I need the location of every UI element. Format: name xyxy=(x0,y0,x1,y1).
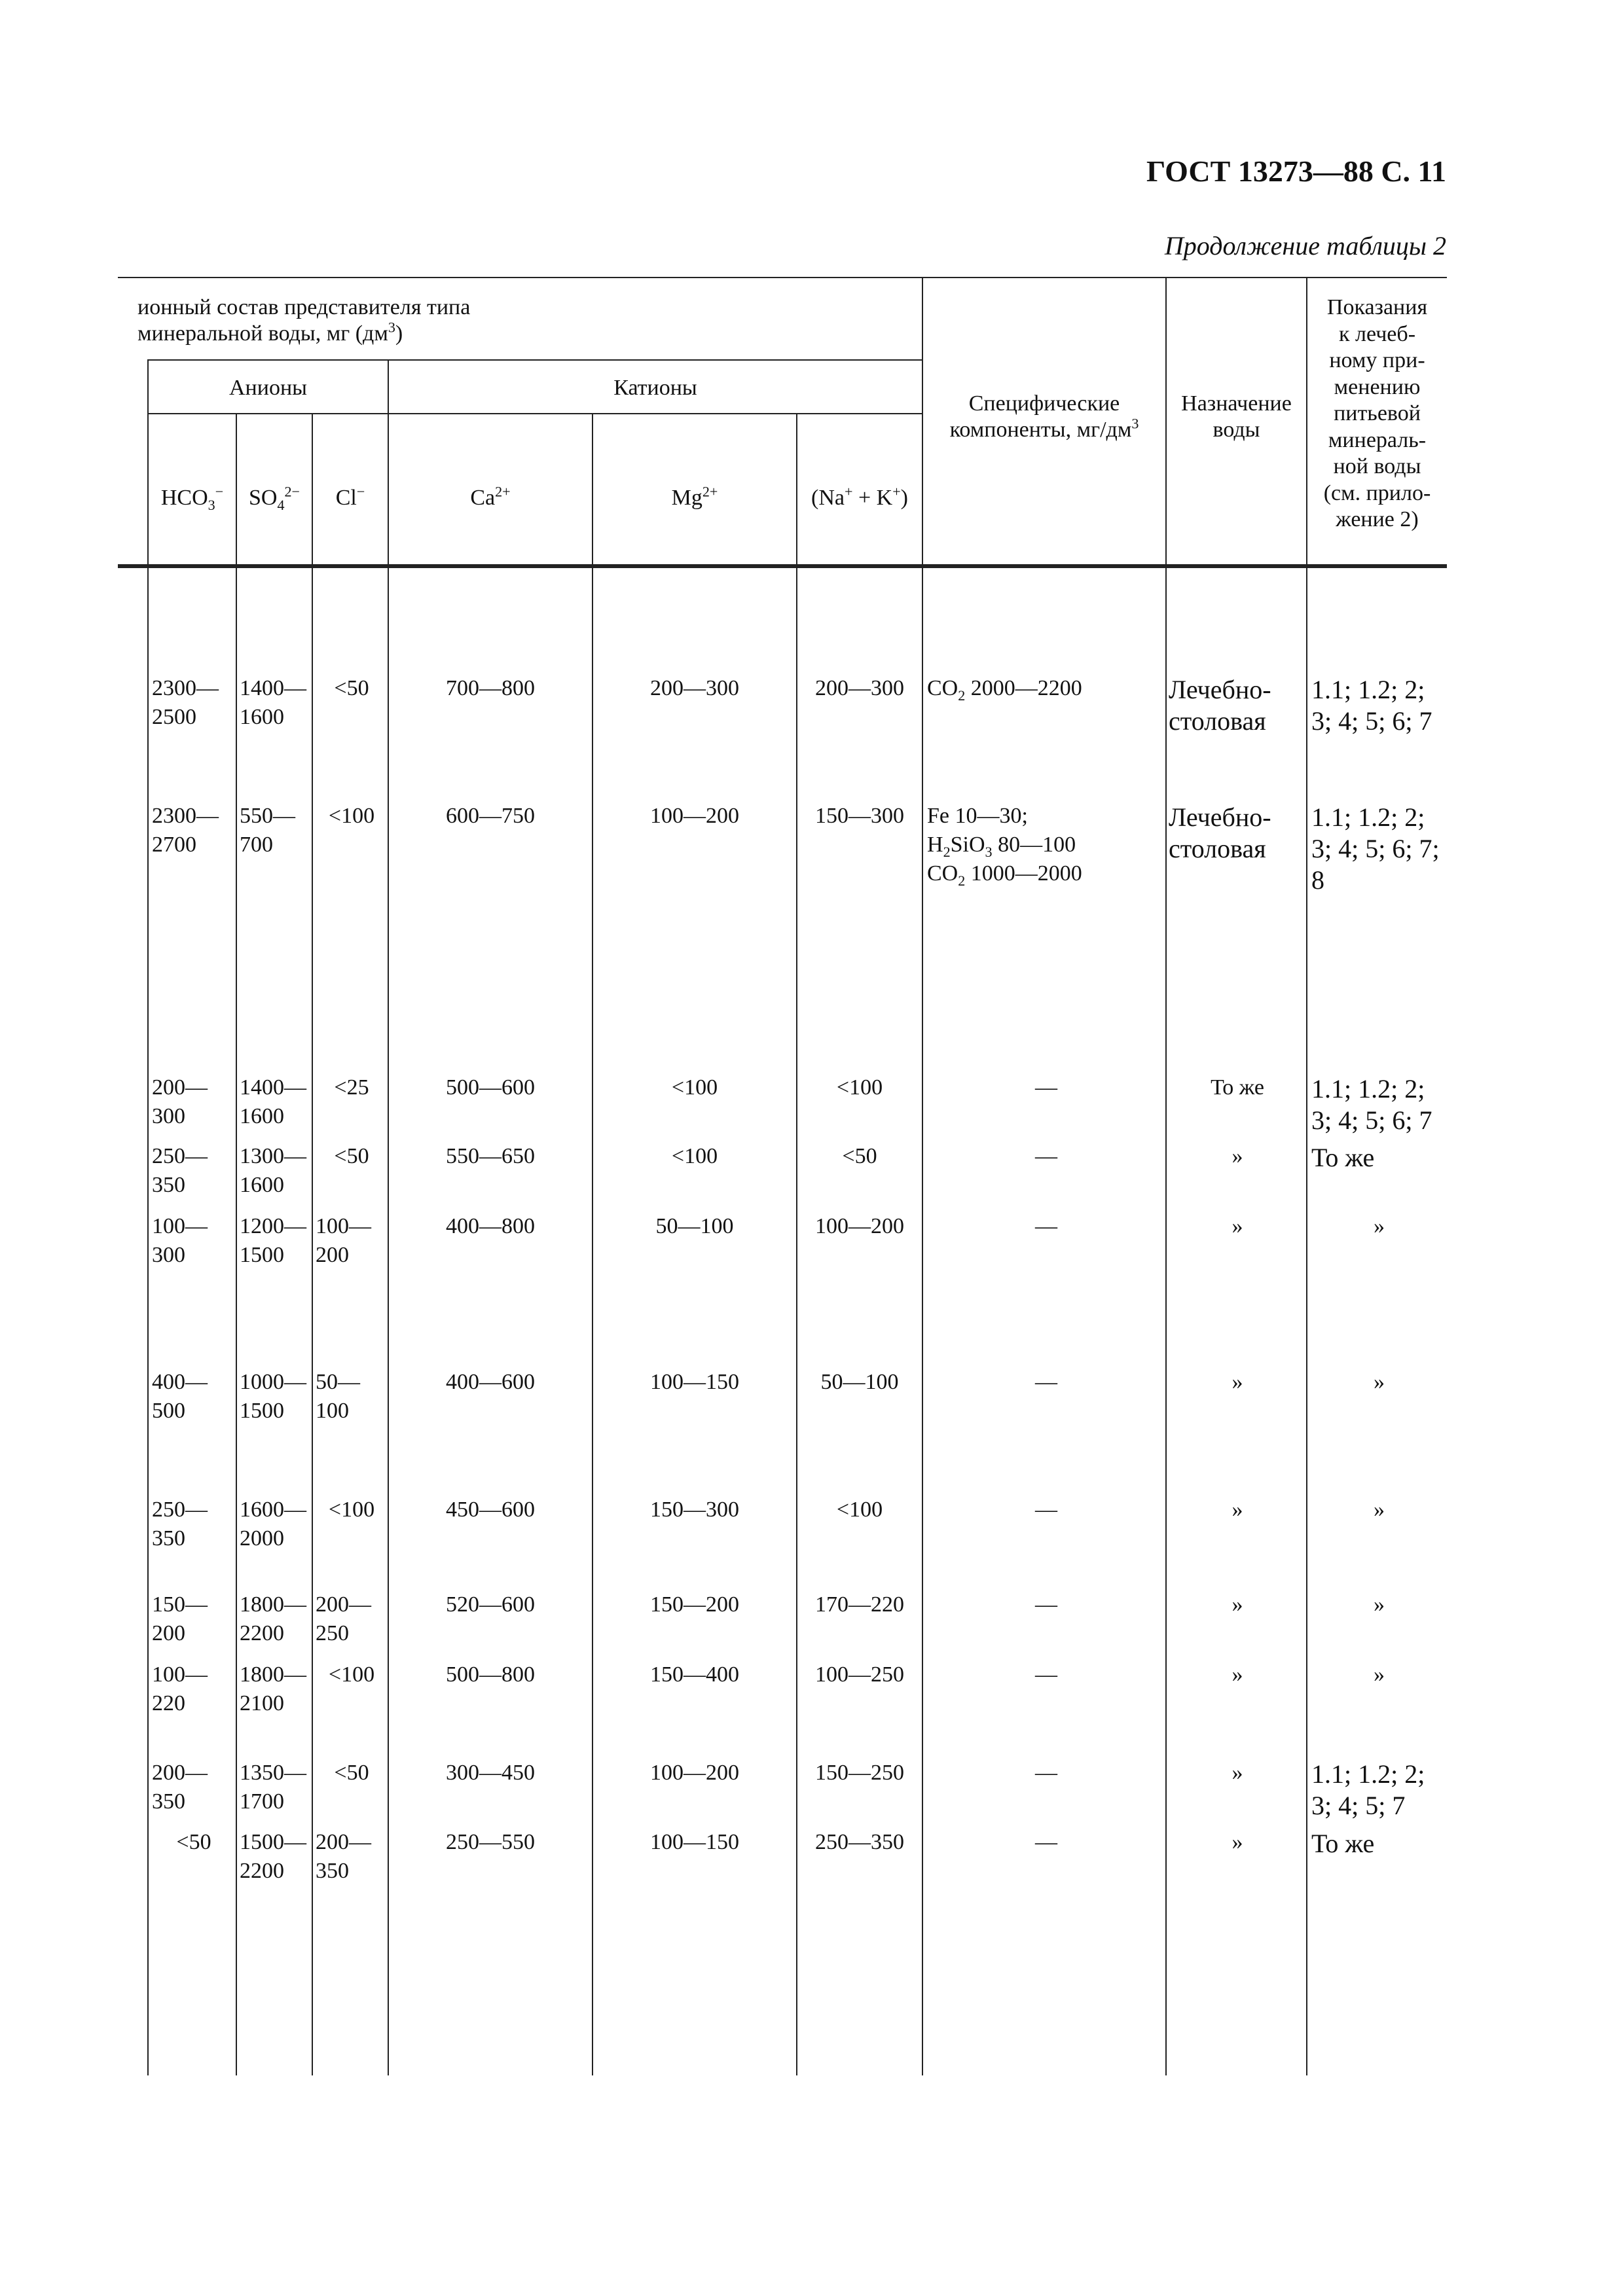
cell-line: 3; 4; 5; 7 xyxy=(1311,1791,1406,1820)
cell-line: 1200— xyxy=(240,1214,306,1238)
indications-header-line: к лечеб- xyxy=(1338,321,1416,346)
purpose-cell xyxy=(1169,674,1306,737)
nak-cell: <100 xyxy=(836,1075,883,1100)
nak-cell: 100—250 xyxy=(815,1662,904,1687)
mg-cell: 100—200 xyxy=(650,1761,739,1785)
indications-header-line: (см. прило- xyxy=(1323,480,1431,505)
specific-component-line: — xyxy=(1035,1144,1057,1168)
cell-line: 250— xyxy=(152,1144,208,1168)
cell-line: 200 xyxy=(152,1621,185,1645)
cell-line: 1.1; 1.2; 2; xyxy=(1311,1759,1425,1789)
ionic-composition-header: ионный состав представителя типа минеральной воды, мг $(дм^3)$ xyxy=(137,295,471,346)
specific-components-cell xyxy=(927,1212,1165,1241)
indications-cell xyxy=(1311,1073,1447,1136)
hco3-cell xyxy=(152,1660,236,1718)
cell-line: 1500— xyxy=(240,1830,306,1854)
cell-line: <50 xyxy=(334,1761,369,1785)
purpose-cell xyxy=(1169,1828,1306,1857)
cell-line: » xyxy=(1231,1830,1243,1854)
cell-line: 1800— xyxy=(240,1592,306,1617)
cell-line: <50 xyxy=(334,676,369,700)
ca-cell: 450—600 xyxy=(446,1498,535,1522)
so4-cell xyxy=(240,1368,312,1426)
cell-line: столовая xyxy=(1169,706,1266,736)
cell-line: <100 xyxy=(328,804,375,828)
specific-component-line: — xyxy=(1035,1498,1057,1522)
cell-line: 300 xyxy=(152,1243,185,1267)
cl-cell xyxy=(316,1590,388,1648)
cl-cell xyxy=(316,1142,388,1171)
ca-cell: 600—750 xyxy=(446,804,535,828)
specific-component-line: — xyxy=(1035,1761,1057,1785)
cell-line: 200 xyxy=(316,1243,349,1267)
ca-cell: 400—800 xyxy=(446,1214,535,1238)
page-header: ГОСТ 13273—88 С. 11 xyxy=(1146,154,1446,188)
mg-cell: 50—100 xyxy=(655,1214,734,1238)
indications-cell xyxy=(1311,1660,1447,1689)
cell-line: 350 xyxy=(152,1173,185,1197)
cell-line: 1600 xyxy=(240,705,284,729)
hco3-cell xyxy=(152,802,236,859)
cell-line: <25 xyxy=(334,1075,369,1100)
cell-line: <100 xyxy=(328,1662,375,1687)
specific-component-line: — xyxy=(1035,1370,1057,1394)
cell-line: 1500 xyxy=(240,1399,284,1423)
cell-line: То же xyxy=(1211,1075,1264,1100)
cell-line: » xyxy=(1374,1498,1385,1522)
cell-line: 2700 xyxy=(152,833,196,857)
cell-line: 1600 xyxy=(240,1104,284,1128)
mg-cell: 100—150 xyxy=(650,1370,739,1394)
cell-line: Лечебно- xyxy=(1169,675,1271,704)
cell-line: 400— xyxy=(152,1370,208,1394)
ca-cell: 550—650 xyxy=(446,1144,535,1168)
cell-line: 3; 4; 5; 6; 7; xyxy=(1311,834,1440,863)
mg-cell: 150—400 xyxy=(650,1662,739,1687)
ca-cell: 500—600 xyxy=(446,1075,535,1100)
so4-cell xyxy=(240,1828,312,1886)
cl-cell xyxy=(316,1759,388,1787)
mg-cell: <100 xyxy=(671,1144,718,1168)
so4-cell xyxy=(240,1496,312,1553)
anions-header: Анионы xyxy=(229,376,307,400)
nak-cell: <50 xyxy=(842,1144,877,1168)
hco3-cell xyxy=(152,1142,236,1200)
cell-line: 3; 4; 5; 6; 7 xyxy=(1311,1105,1432,1135)
cell-line: 350 xyxy=(152,1526,185,1551)
table-continuation-label: Продолжение таблицы 2 xyxy=(1164,231,1446,260)
specific-component-line: $H_2SiO_3$ 80—100 xyxy=(927,833,1076,860)
so4-cell xyxy=(240,1660,312,1718)
cell-line: 2200 xyxy=(240,1859,284,1883)
so4-cell xyxy=(240,1212,312,1270)
purpose-cell xyxy=(1169,1368,1306,1397)
specific-component-line: — xyxy=(1035,1214,1057,1238)
purpose-cell xyxy=(1169,1660,1306,1689)
cell-line: 2000 xyxy=(240,1526,284,1551)
cell-line: 1300— xyxy=(240,1144,306,1168)
specific-components-cell xyxy=(927,674,1165,703)
mg-header: $Mg^{2+}$ xyxy=(671,483,718,510)
cl-cell xyxy=(316,1368,388,1426)
cell-line: 8 xyxy=(1311,865,1324,895)
nak-cell: 150—300 xyxy=(815,804,904,828)
cell-line: 1.1; 1.2; 2; xyxy=(1311,802,1425,832)
cell-line: 200— xyxy=(152,1761,208,1785)
cell-line: 500 xyxy=(152,1399,185,1423)
cell-line: » xyxy=(1231,1144,1243,1168)
purpose-cell xyxy=(1169,1142,1306,1171)
ca-cell: 400—600 xyxy=(446,1370,535,1394)
cell-line: 150— xyxy=(152,1592,208,1617)
cell-line: » xyxy=(1231,1592,1243,1617)
hco3-cell xyxy=(152,1759,236,1816)
indications-header-line: питьевой xyxy=(1334,401,1421,425)
cell-line: 50— xyxy=(316,1370,360,1394)
cl-cell xyxy=(316,1073,388,1102)
cell-line: 100 xyxy=(316,1399,349,1423)
cell-line: 2200 xyxy=(240,1621,284,1645)
cl-cell xyxy=(316,802,388,831)
specific-components-cell xyxy=(927,802,1165,888)
mg-cell: 150—300 xyxy=(650,1498,739,1522)
nak-cell: 100—200 xyxy=(815,1214,904,1238)
cell-line: <100 xyxy=(328,1498,375,1522)
nak-cell: <100 xyxy=(836,1498,883,1522)
so4-cell xyxy=(240,1073,312,1131)
na-k-header: (Na+ + K+) xyxy=(811,483,908,510)
cell-line: 1400— xyxy=(240,1075,306,1100)
indications-cell xyxy=(1311,802,1447,896)
cell-line: » xyxy=(1231,1498,1243,1522)
specific-component-line: — xyxy=(1035,1662,1057,1687)
cell-line: » xyxy=(1231,1370,1243,1394)
purpose-cell xyxy=(1169,1759,1306,1787)
mg-cell: 200—300 xyxy=(650,676,739,700)
indications-header-line: жение 2) xyxy=(1336,507,1419,531)
cell-line: 1.1; 1.2; 2; xyxy=(1311,675,1425,704)
cell-line: 3; 4; 5; 6; 7 xyxy=(1311,706,1432,736)
cell-line: 1400— xyxy=(240,676,306,700)
purpose-cell xyxy=(1169,1073,1306,1102)
cell-line: 200— xyxy=(152,1075,208,1100)
indications-cell xyxy=(1311,1496,1447,1524)
cell-line: 550— xyxy=(240,804,295,828)
ca-cell: 700—800 xyxy=(446,676,535,700)
indications-cell xyxy=(1311,1212,1447,1241)
specific-components-cell xyxy=(927,1368,1165,1397)
so4-cell xyxy=(240,802,312,859)
cell-line: 2100 xyxy=(240,1691,284,1715)
cell-line: 250— xyxy=(152,1498,208,1522)
cell-line: » xyxy=(1374,1214,1385,1238)
cell-line: 1700 xyxy=(240,1789,284,1814)
cell-line: 1800— xyxy=(240,1662,306,1687)
so4-cell xyxy=(240,1142,312,1200)
specific-component-line: — xyxy=(1035,1075,1057,1100)
cell-line: столовая xyxy=(1169,834,1266,863)
indications-header-line: ной воды xyxy=(1333,454,1421,478)
cell-line: 220 xyxy=(152,1691,185,1715)
nak-cell: 170—220 xyxy=(815,1592,904,1617)
hco3-cell xyxy=(152,1828,236,1857)
cell-line: То же xyxy=(1311,1829,1375,1858)
cell-line: <50 xyxy=(334,1144,369,1168)
hco3-cell xyxy=(152,1212,236,1270)
cell-line: 700 xyxy=(240,833,273,857)
specific-components-cell xyxy=(927,1496,1165,1524)
cl-cell xyxy=(316,1660,388,1689)
cell-line: То же xyxy=(1311,1143,1375,1172)
hco3-cell xyxy=(152,1590,236,1648)
cell-line: » xyxy=(1231,1761,1243,1785)
specific-components-cell xyxy=(927,1073,1165,1102)
purpose-header: Назначение воды xyxy=(1181,391,1292,442)
indications-cell xyxy=(1311,1590,1447,1619)
cell-line: 1600— xyxy=(240,1498,306,1522)
cell-line: Лечебно- xyxy=(1169,802,1271,832)
purpose-cell xyxy=(1169,1496,1306,1524)
hco3-cell xyxy=(152,1073,236,1131)
purpose-cell xyxy=(1169,1590,1306,1619)
cl-cell xyxy=(316,1212,388,1270)
cl-cell xyxy=(316,1828,388,1886)
ca-cell: 500—800 xyxy=(446,1662,535,1687)
indications-cell xyxy=(1311,1759,1447,1821)
cell-line: » xyxy=(1231,1214,1243,1238)
cell-line: 200— xyxy=(316,1830,371,1854)
cell-line: 1600 xyxy=(240,1173,284,1197)
indications-header-line: минераль- xyxy=(1328,427,1427,452)
cell-line: 300 xyxy=(152,1104,185,1128)
specific-components-cell xyxy=(927,1590,1165,1619)
specific-components-cell xyxy=(927,1142,1165,1171)
mg-cell: 150—200 xyxy=(650,1592,739,1617)
cell-line: 350 xyxy=(152,1789,185,1814)
purpose-cell xyxy=(1169,1212,1306,1241)
so4-cell xyxy=(240,1590,312,1648)
mg-cell: <100 xyxy=(671,1075,718,1100)
nak-cell: 50—100 xyxy=(820,1370,899,1394)
specific-components-cell xyxy=(927,1828,1165,1857)
indications-header xyxy=(1307,295,1447,533)
cell-line: 1000— xyxy=(240,1370,306,1394)
specific-component-line: $CO_2$ 2000—2200 xyxy=(927,676,1082,704)
cell-line: 100— xyxy=(316,1214,371,1238)
so4-cell xyxy=(240,1759,312,1816)
cell-line: 2500 xyxy=(152,705,196,729)
cell-line: 2300— xyxy=(152,676,219,700)
specific-component-line: $CO_2$ 1000—2000 xyxy=(927,861,1082,889)
indications-cell xyxy=(1311,674,1447,737)
indications-header-line: менению xyxy=(1334,374,1421,399)
ca-cell: 250—550 xyxy=(446,1830,535,1854)
hco3-header: $HCO_3^-$ xyxy=(160,483,224,513)
hco3-cell xyxy=(152,1368,236,1426)
nak-cell: 150—250 xyxy=(815,1761,904,1785)
cell-line: 350 xyxy=(316,1859,349,1883)
cell-line: 250 xyxy=(316,1621,349,1645)
mg-cell: 100—200 xyxy=(650,804,739,828)
ca-cell: 300—450 xyxy=(446,1761,535,1785)
indications-cell xyxy=(1311,1368,1447,1397)
specific-components-cell xyxy=(927,1759,1165,1787)
cell-line: 100— xyxy=(152,1662,208,1687)
cell-line: » xyxy=(1231,1662,1243,1687)
cell-line: 100— xyxy=(152,1214,208,1238)
so4-cell xyxy=(240,674,312,732)
indications-header-line: ному при- xyxy=(1329,348,1425,372)
cell-line: 1350— xyxy=(240,1761,306,1785)
cell-line: » xyxy=(1374,1370,1385,1394)
cell-line: 1500 xyxy=(240,1243,284,1267)
hco3-cell xyxy=(152,1496,236,1553)
cl-cell xyxy=(316,674,388,703)
indications-cell xyxy=(1311,1142,1447,1174)
ca-header: $Ca^{2+}$ xyxy=(470,483,511,510)
mg-cell: 100—150 xyxy=(650,1830,739,1854)
cell-line: » xyxy=(1374,1662,1385,1687)
cell-line: 1.1; 1.2; 2; xyxy=(1311,1074,1425,1103)
nak-cell: 250—350 xyxy=(815,1830,904,1854)
indications-cell xyxy=(1311,1828,1447,1859)
cations-header: Катионы xyxy=(613,376,697,400)
cell-line: » xyxy=(1374,1592,1385,1617)
ca-cell: 520—600 xyxy=(446,1592,535,1617)
cell-line: 2300— xyxy=(152,804,219,828)
indications-header-line: Показания xyxy=(1326,295,1428,319)
specific-components-cell xyxy=(927,1660,1165,1689)
hco3-cell xyxy=(152,674,236,732)
specific-component-line: — xyxy=(1035,1592,1057,1617)
cell-line: <50 xyxy=(176,1830,211,1854)
specific-component-line: — xyxy=(1035,1830,1057,1854)
specific-components-header: Специфические компоненты, $мг/дм^3$ xyxy=(949,391,1139,442)
purpose-cell xyxy=(1169,802,1306,865)
so4-header: $SO_4^{2-}$ xyxy=(248,483,301,513)
nak-cell: 200—300 xyxy=(815,676,904,700)
cl-header: Cl− xyxy=(335,483,365,510)
specific-component-line: Fe 10—30; xyxy=(927,804,1028,828)
cell-line: 200— xyxy=(316,1592,371,1617)
cl-cell xyxy=(316,1496,388,1524)
